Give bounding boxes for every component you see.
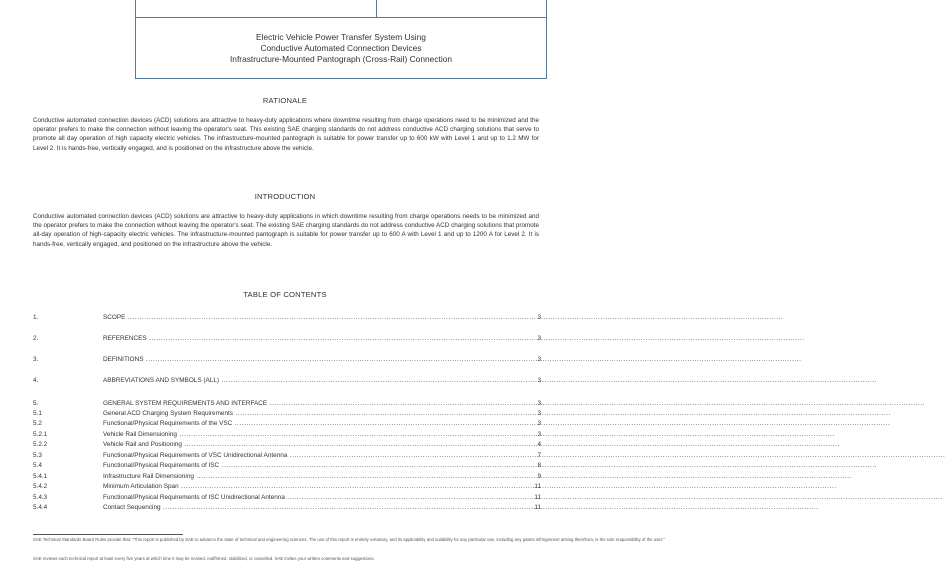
introduction-heading: INTRODUCTION	[254, 192, 316, 201]
toc-entry-page: 4	[537, 441, 541, 448]
toc-entry-title: General ACD Charging System Requirements .....	[103, 409, 527, 419]
toc-entry-title: Functional/Physical Requirements of the VSC .....	[103, 419, 527, 429]
toc-entry-number: 5.4.2	[33, 483, 48, 490]
toc-entry[interactable]	[33, 482, 541, 492]
toc-entry-page: 9	[537, 473, 541, 480]
toc-entry-title: Contact Sequencing .....	[103, 503, 527, 513]
toc-entry[interactable]	[33, 409, 541, 419]
toc-entry-title: ABBREVIATIONS AND SYMBOLS (ALL) .....	[103, 376, 527, 386]
toc-entry-title: Vehicle Rail and Positioning .....	[103, 440, 527, 450]
title-box	[135, 17, 547, 79]
toc-entry-number: 4.	[33, 377, 39, 384]
footer-rule	[33, 534, 183, 535]
toc-entry-number: 5.4	[33, 462, 42, 469]
toc-entry-page: 11	[534, 504, 541, 511]
toc-entry[interactable]	[33, 430, 541, 440]
toc-entry[interactable]	[33, 313, 541, 323]
toc-entry-page: 3	[537, 400, 541, 407]
rationale-heading: RATIONALE	[262, 96, 308, 105]
toc-entry-title: Vehicle Rail Dimensioning .....	[103, 430, 527, 440]
toc-entry-number: 5.4.3	[33, 494, 48, 501]
title-line-1: Electric Vehicle Power Transfer System Using	[256, 31, 426, 42]
toc-entry-page: 3	[537, 420, 541, 427]
toc-entry-number: 5.2.1	[33, 431, 48, 438]
toc-entry[interactable]	[33, 493, 541, 503]
toc-entry-title: GENERAL SYSTEM REQUIREMENTS AND INTERFACE .....	[103, 399, 527, 409]
toc-entry[interactable]	[33, 376, 541, 386]
toc-entry[interactable]	[33, 461, 541, 471]
toc-entry-page: 3	[537, 356, 541, 363]
toc-entry-title: SCOPE .....	[103, 313, 527, 323]
toc-entry-title: Minimum Articulation Span .....	[103, 482, 527, 492]
toc-entry-number: 3.	[33, 356, 39, 363]
footer-line-2: SAE reviews each technical report at least every five years at which time it may be revised, reaffirmed, stabilized, or cancelled. SAE invites your written comments and suggestions.	[33, 556, 375, 561]
toc-entry[interactable]	[33, 355, 541, 365]
toc-entry-page: 8	[537, 462, 541, 469]
toc-entry-title: Infrastructure Rail Dimensioning .....	[103, 472, 527, 482]
toc-entry[interactable]	[33, 503, 541, 513]
header-info-box	[135, 0, 547, 18]
toc-entry-number: 5.3	[33, 452, 42, 459]
toc-entry-title: Functional/Physical Requirements of ISC Unidirectional Antenna .....	[103, 493, 527, 503]
toc-entry[interactable]	[33, 399, 541, 409]
toc-entry-number: 5.	[33, 400, 39, 407]
toc-entry-title: Functional/Physical Requirements of ISC .....	[103, 461, 527, 471]
title-line-2: Conductive Automated Connection Devices	[260, 42, 422, 53]
toc-entry-title: DEFINITIONS .....	[103, 355, 527, 365]
toc-entry-number: 1.	[33, 314, 39, 321]
toc-entry-number: 2.	[33, 335, 39, 342]
toc-entry-number: 5.2	[33, 420, 42, 427]
footer-line-1: SAE Technical Standards Board Rules provide that: "This report is published by SAE to advance the state of technical and engineering sciences. The use of this report is entirely voluntary, and its applicability and suitability for any particular use, including any patent infringement arising therefrom, is the sole responsibility of the user."	[33, 537, 665, 542]
toc-entry[interactable]	[33, 451, 541, 461]
toc-entry[interactable]	[33, 472, 541, 482]
toc-entry-number: 5.4.1	[33, 473, 48, 480]
toc-entry-page: 7	[537, 452, 541, 459]
toc-entry-page: 11	[534, 494, 541, 501]
toc-entry-page: 3	[537, 431, 541, 438]
title-line-3: Infrastructure-Mounted Pantograph (Cross-Rail) Connection	[229, 53, 453, 64]
toc-entry-number: 5.1	[33, 410, 42, 417]
toc-entry-title: REFERENCES .....	[103, 334, 527, 344]
header-divider	[376, 0, 377, 17]
toc-entry-page: 3	[537, 377, 541, 384]
rationale-text: Conductive automated connection devices (ACD) solutions are attractive to heavy-duty applications where downtime resulting from charge operations need to be minimized and the operator prefers to make the connection without leaving the operator's seat. This existing SAE charging standards do not address conductive ACD charging solutions that serve to promote all day operation of high capacity electric vehicles. The infrastructure-mounted pantograph is suitable for power transfer up to 600 kW with Level 1 and up to 1.2 MW for Level 2. It is hands-free, vertically engaged, and is positioned on the infrastructure above the vehicle.	[33, 117, 539, 152]
toc-entry-number: 5.2.2	[33, 441, 48, 448]
toc-entry[interactable]	[33, 440, 541, 450]
toc-entry[interactable]	[33, 419, 541, 429]
toc-entry-page: 3	[537, 314, 541, 321]
introduction-text: Conductive automated connection devices (ACD) solutions are attractive to heavy-duty applications in which downtime resulting from charge operations needs to be minimized and the operator prefers to make the connection without leaving the operator's seat. The existing SAE charging standards do not address conductive ACD charging solutions that promote all-day operation of high-capacity electric vehicles. The infrastructure-mounted pantograph is suitable for power transfer up to 600 A with Level 1 and up to 1200 A for Level 2. It is hands-free, vertically engaged, and positioned on the infrastructure above the vehicle.	[33, 213, 539, 248]
toc-entry-page: 3	[537, 410, 541, 417]
toc-entry-title: Functional/Physical Requirements of VSC Unidirectional Antenna .....	[103, 451, 527, 461]
toc-entry-page: 3	[537, 335, 541, 342]
toc-entry-page: 11	[534, 483, 541, 490]
toc-entry[interactable]	[33, 334, 541, 344]
toc-entry-number: 5.4.4	[33, 504, 48, 511]
toc-heading: TABLE OF CONTENTS	[243, 290, 327, 299]
